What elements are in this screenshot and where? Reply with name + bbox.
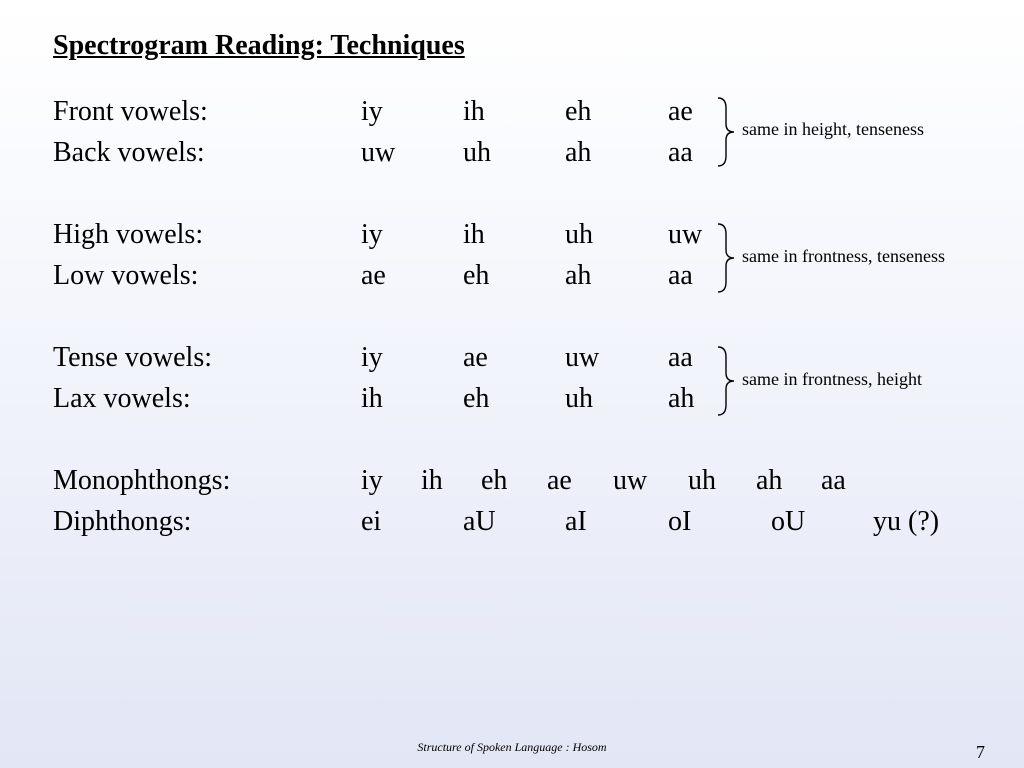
- row-label: Tense vowels:: [53, 342, 213, 373]
- vowel-cell: ih: [421, 465, 443, 496]
- vowel-cell: oU: [771, 506, 806, 537]
- vowel-cell: uw: [361, 137, 396, 168]
- right-brace-icon: [716, 222, 738, 294]
- note-frontness-height: same in frontness, height: [742, 369, 922, 389]
- vowel-cell: iy: [361, 465, 383, 496]
- vowel-cell: aa: [668, 137, 693, 168]
- vowel-cell: aa: [821, 465, 846, 496]
- vowel-cell: aa: [668, 342, 693, 373]
- row-label: Back vowels:: [53, 137, 205, 168]
- vowel-cell: ih: [463, 219, 485, 250]
- page-number: 7: [976, 742, 985, 762]
- vowel-cell: ae: [668, 96, 693, 127]
- vowel-cell: uh: [565, 383, 593, 414]
- vowel-cell: ah: [668, 383, 695, 414]
- row-label: High vowels:: [53, 219, 204, 250]
- vowel-cell: ei: [361, 506, 382, 537]
- vowel-cell: iy: [361, 219, 383, 250]
- vowel-cell: uh: [688, 465, 716, 496]
- vowel-cell: eh: [565, 96, 592, 127]
- vowel-cell: iy: [361, 342, 383, 373]
- vowel-cell: eh: [463, 260, 490, 291]
- vowel-cell: ae: [463, 342, 488, 373]
- vowel-cell: ah: [756, 465, 783, 496]
- slide-footer: Structure of Spoken Language : Hosom: [417, 740, 607, 754]
- vowel-cell: eh: [481, 465, 508, 496]
- vowel-cell: eh: [463, 383, 490, 414]
- vowel-cell: aU: [463, 506, 496, 537]
- vowel-cell: oI: [668, 506, 692, 537]
- row-label: Lax vowels:: [53, 383, 191, 414]
- vowel-cell: ih: [361, 383, 383, 414]
- vowel-cell: uw: [613, 465, 648, 496]
- row-label: Monophthongs:: [53, 465, 231, 496]
- vowel-cell: ae: [547, 465, 572, 496]
- vowel-cell: uh: [565, 219, 593, 250]
- row-label: Front vowels:: [53, 96, 208, 127]
- slide-title: Spectrogram Reading: Techniques: [53, 30, 465, 61]
- vowel-cell: ih: [463, 96, 485, 127]
- vowel-cell: uh: [463, 137, 491, 168]
- row-label: Diphthongs:: [53, 506, 192, 537]
- note-frontness-tenseness: same in frontness, tenseness: [742, 246, 945, 266]
- vowel-cell: iy: [361, 96, 383, 127]
- right-brace-icon: [716, 345, 738, 417]
- vowel-cell: ah: [565, 260, 592, 291]
- vowel-cell: ah: [565, 137, 592, 168]
- vowel-cell: uw: [565, 342, 600, 373]
- vowel-cell: aa: [668, 260, 693, 291]
- vowel-cell: yu (?): [873, 506, 940, 537]
- row-label: Low vowels:: [53, 260, 199, 291]
- right-brace-icon: [716, 96, 738, 168]
- note-height-tenseness: same in height, tenseness: [742, 119, 924, 139]
- vowel-cell: ae: [361, 260, 386, 291]
- vowel-cell: uw: [668, 219, 703, 250]
- vowel-cell: aI: [565, 506, 587, 537]
